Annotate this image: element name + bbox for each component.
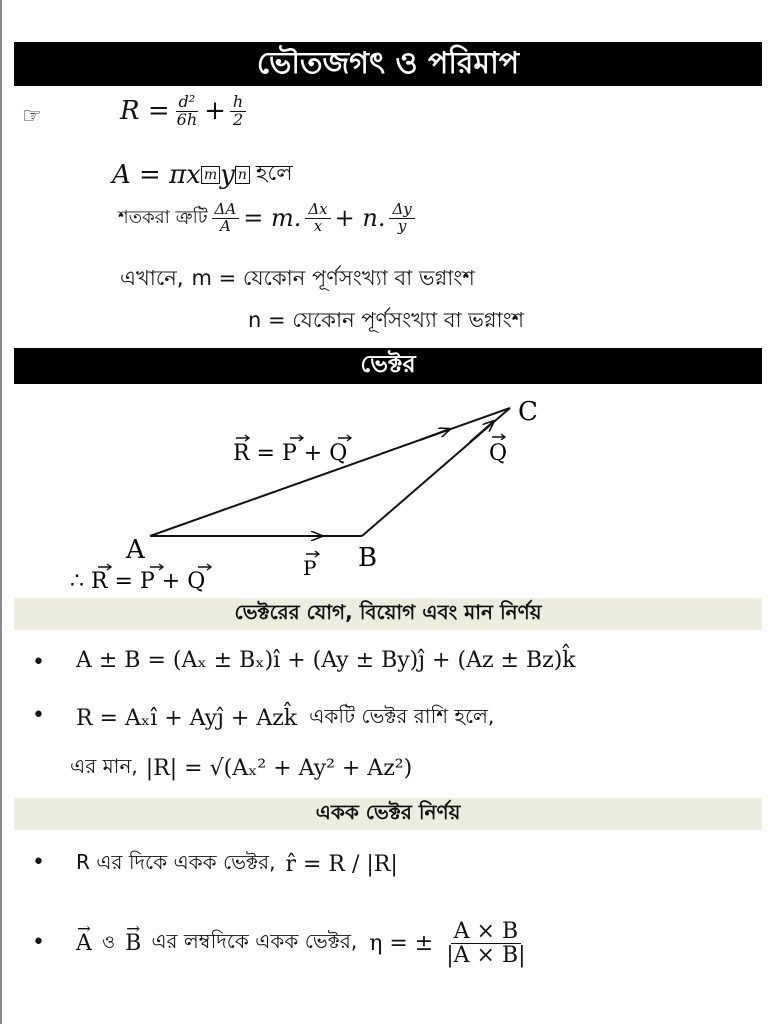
section-title-measurement (14, 42, 762, 86)
bullet: • (32, 930, 45, 955)
normal-unit-vector-formula: → A ও → B এর লম্বদিকে একক ভেক্টর, η = ± $\frac{A \times B}{|A \times B|}$ (76, 920, 533, 967)
subheading-unit-vector: একক ভেক্টর নির্ণয় (14, 798, 762, 830)
percentage-error-formula: শতকরা ত্রুটি $\frac{\Delta A}{A}$ = m. $\frac{\Delta x}{x}$ + n. $\frac{\Delta y}{y}$ (118, 202, 419, 235)
label-r-equation: R = P + Q (233, 441, 348, 466)
vector-triangle-diagram (0, 390, 768, 595)
where-n-line: n = যেকোন পূর্ণসংখ্যা বা ভগ্নাংশ (248, 308, 525, 332)
vector-magnitude-formula: এর মান, |R| = √(Aₓ² + Ay² + Az²) (70, 754, 413, 781)
subheading-vector-addition: ভেক্টরের যোগ, বিয়োগ এবং মান নির্ণয় (14, 598, 762, 630)
section-title-vector: ভেক্টর (14, 348, 762, 384)
bullet: • (32, 650, 45, 675)
where-m-line: এখানে, m = যেকোন পূর্ণসংখ্যা বা ভগ্নাংশ (120, 266, 475, 290)
vector-bc (362, 408, 510, 536)
vector-r-components: R = Aₓî + Ayĵ + Azk̂ একটি ভেক্টর রাশি হলে, (76, 704, 495, 731)
bullet: • (32, 850, 45, 875)
label-point-c: C (518, 397, 538, 427)
label-point-b: B (358, 543, 378, 573)
normal-fraction: $\frac{A \times B}{|A \times B|}$ (446, 919, 526, 969)
label-point-a: A (126, 535, 145, 565)
vector-ac (150, 408, 510, 536)
fraction-d2-6h: $\frac{\text{d²}}{6h}$ (176, 92, 198, 129)
vector-addition-formula: A ± B = (Aₓ ± Bₓ)î + (Ay ± By)ĵ + (Az ± Bz)k̂ (76, 648, 576, 673)
label-p: P (303, 556, 317, 580)
unit-vector-formula: R এর দিকে একক ভেক্টর, r̂ = R / |R| (76, 850, 398, 877)
bullet: • (32, 703, 45, 728)
fraction-h-2: $\frac{h}{2}$ (230, 94, 246, 129)
formula-r: R = $\frac{\text{d²}}{6h}$ + $\frac{h}{2}$ (120, 94, 250, 129)
label-q: Q (489, 441, 508, 466)
conclusion-equation: ∴ R = P + Q (70, 569, 206, 594)
section-title-text: ভৌতজগৎ ও পরিমাপ (256, 45, 520, 81)
formula-a: A = πx m y n হলে (112, 159, 293, 190)
pointing-hand-icon: ☞ (22, 104, 42, 129)
